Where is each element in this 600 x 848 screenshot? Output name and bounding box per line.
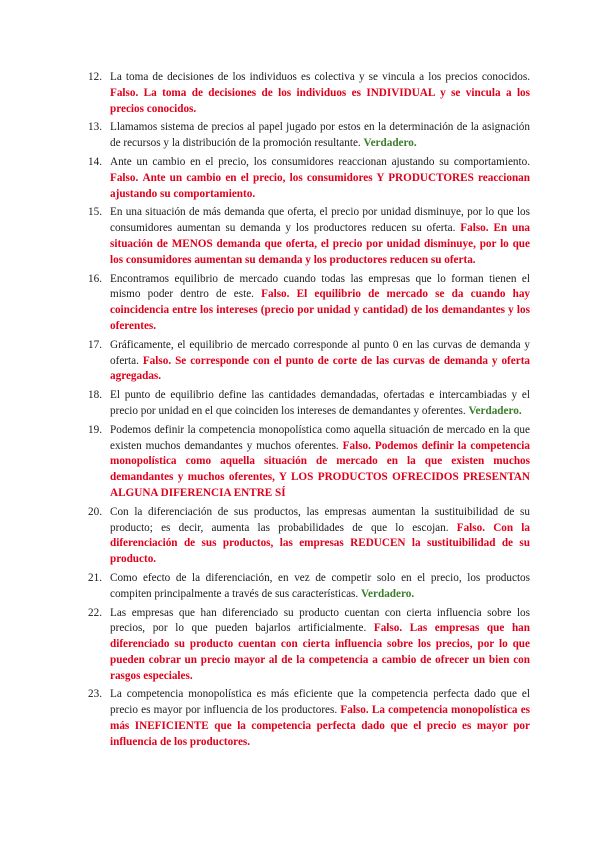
list-item xyxy=(88,505,530,568)
verdict-false: Falso. xyxy=(342,439,371,452)
item-number: 22. xyxy=(88,606,102,619)
item-number: 15. xyxy=(88,206,102,219)
item-number: 21. xyxy=(88,571,102,584)
item-statement: El punto de equilibrio define las cantidades demandadas, ofertadas e intercambiadas y el precio por unidad en el que coinciden los intereses de demandantes y oferentes. xyxy=(110,389,530,417)
item-correction: El equilibrio de mercado se da cuando hay coincidencia entre los intereses (precio por unidad y cantidad) de los demandantes y los oferentes. xyxy=(110,288,531,332)
item-correction: Se corresponde con el punto de corte de las curvas de demanda y oferta agregadas. xyxy=(110,354,531,383)
item-correction: Con la diferenciación de sus productos, las empresas REDUCEN la sustituibilidad de su producto. xyxy=(110,521,530,566)
item-number: 20. xyxy=(88,505,102,518)
verdict-false: Falso. xyxy=(261,288,290,301)
item-number: 17. xyxy=(88,338,102,351)
item-statement: Como efecto de la diferenciación, en vez de competir solo en el precio, los productos compiten principalmente a través de sus características. xyxy=(110,571,530,600)
item-text xyxy=(110,155,530,202)
list-item xyxy=(88,70,530,117)
verdict-false: Falso. xyxy=(373,622,403,635)
item-text xyxy=(110,571,530,603)
list-item xyxy=(88,606,530,685)
item-statement: Con la diferenciación de sus productos, las empresas aumentan la sustituibilidad de su producto; es decir, aumenta las probabilidades de que lo escojan. xyxy=(110,505,530,534)
item-correction: Las empresas que han diferenciado su producto cuentan con cierta influencia sobre los precios, por lo que pueden cobrar un precio mayor al de la competencia a cambio de ofrecer un bien con rasgos especiales. xyxy=(110,622,530,682)
item-text xyxy=(110,272,530,335)
item-statement: Gráficamente, el equilibrio de mercado corresponde al punto 0 en las curvas de demanda y oferta. xyxy=(110,338,530,367)
item-text xyxy=(110,388,530,420)
item-text xyxy=(110,70,530,117)
item-correction: La competencia monopolística es más INEFICIENTE que la competencia perfecta dado que el precio es mayor por influencia de los productores. xyxy=(110,704,531,748)
item-statement: La toma de decisiones de los individuos es colectiva y se vincula a los precios conocidos. xyxy=(110,71,530,83)
verdict-false: Falso. xyxy=(456,521,486,534)
list-item xyxy=(88,155,530,202)
item-statement: Las empresas que han diferenciado su producto cuentan con cierta influencia sobre los precios, por lo que pueden bajarlos artificialmente. xyxy=(110,606,530,635)
item-number: 23. xyxy=(88,688,102,701)
item-statement: Podemos definir la competencia monopolística como aquella situación de mercado en la que existen muchos demandantes y muchos oferentes. xyxy=(110,423,530,452)
item-number: 14. xyxy=(88,155,102,168)
list-item xyxy=(88,571,530,603)
list-item xyxy=(88,120,530,152)
list-item xyxy=(88,205,530,268)
item-statement: Encontramos equilibrio de mercado cuando todas las empresas que lo forman tienen el mismo poder dentro de este. xyxy=(110,272,530,301)
verdict-false: Falso. xyxy=(110,171,139,184)
item-statement: Llamamos sistema de precios al papel jugado por estos en la determinación de la asignación de recursos y la distribución de la promoción resultante. xyxy=(110,121,530,150)
item-correction: Podemos definir la competencia monopolística como aquella situación de mercado en la que existen muchos demandantes y muchos oferentes, Y LOS PRODUCTOS OFRECIDOS PRESENTAN ALGUNA DIFERENCIA ENTRE SÍ xyxy=(110,439,530,499)
item-text xyxy=(110,606,530,685)
item-text xyxy=(110,338,530,385)
list-item xyxy=(88,272,530,335)
list-item xyxy=(88,388,530,420)
verdict-false: Falso. xyxy=(460,222,489,235)
item-correction: En una situación de MENOS demanda que oferta, el precio por unidad disminuye, por lo que los consumidores aumentan su demanda y los productores reducen su oferta. xyxy=(110,222,531,266)
list-item xyxy=(88,423,530,502)
verdict-false: Falso. xyxy=(110,86,139,99)
item-correction: La toma de decisiones de los individuos es INDIVIDUAL y se vincula a los precios conocidos. xyxy=(110,86,530,115)
item-text xyxy=(110,120,530,152)
list-item xyxy=(88,687,530,750)
true-false-list xyxy=(88,70,530,754)
item-text xyxy=(110,687,530,750)
item-text xyxy=(110,205,530,268)
item-number: 19. xyxy=(88,423,102,436)
item-number: 13. xyxy=(88,121,102,134)
item-statement: Ante un cambio en el precio, los consumidores reaccionan ajustando su comportamiento. xyxy=(110,155,530,168)
verdict-true: Verdadero. xyxy=(361,587,415,600)
item-statement: La competencia monopolística es más eficiente que la competencia perfecta dado que el precio es mayor por influencia de los productores. xyxy=(110,688,530,717)
item-correction: Ante un cambio en el precio, los consumidores Y PRODUCTORES reaccionan ajustando su comportamiento. xyxy=(110,171,530,200)
verdict-true: Verdadero. xyxy=(468,404,522,417)
item-text xyxy=(110,505,530,568)
verdict-true: Verdadero. xyxy=(363,137,417,150)
item-text xyxy=(110,423,530,502)
item-number: 18. xyxy=(88,389,102,402)
item-number: 12. xyxy=(88,71,102,83)
verdict-false: Falso. xyxy=(142,354,172,367)
list-item xyxy=(88,338,530,385)
item-statement: En una situación de más demanda que oferta, el precio por unidad disminuye, por lo que los consumidores aumentan su demanda y los productores reducen su oferta. xyxy=(110,206,530,235)
item-number: 16. xyxy=(88,272,102,285)
verdict-false: Falso. xyxy=(340,704,369,717)
